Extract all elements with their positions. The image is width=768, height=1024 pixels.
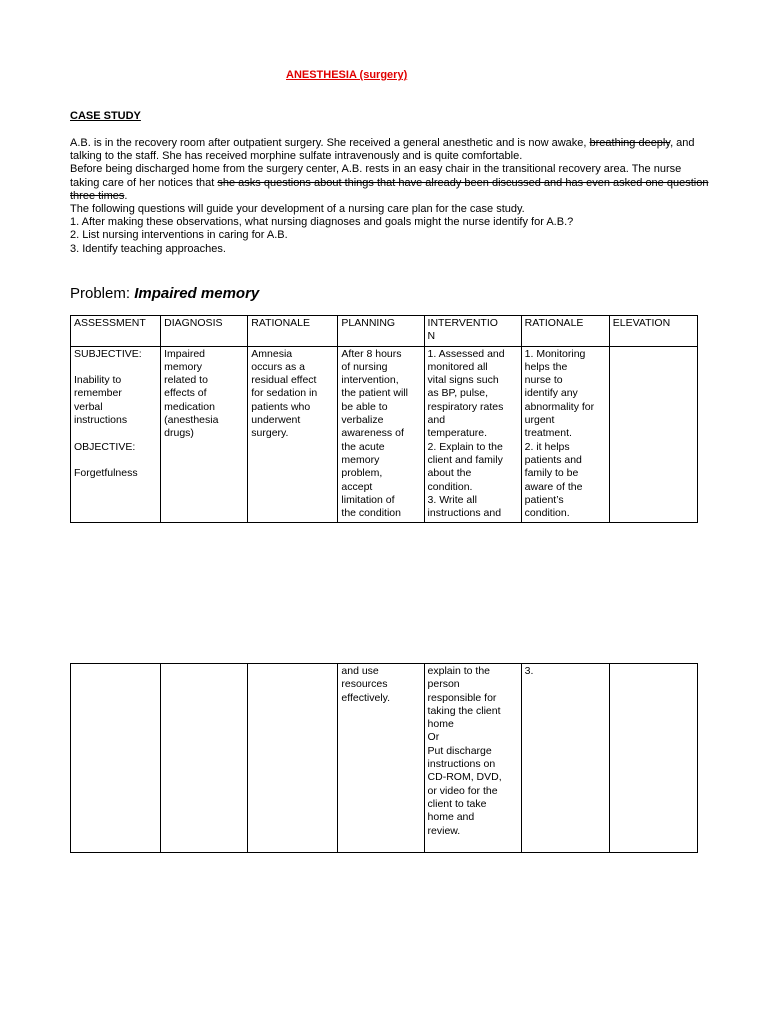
problem-label: Problem:	[70, 285, 135, 302]
diagnosis-cell: Impaired memory related to effects of medication (anesthesia drugs)	[161, 346, 248, 523]
header-rationale-2: RATIONALE	[521, 316, 609, 347]
intro-paragraph-2	[70, 163, 710, 203]
header-diagnosis: DIAGNOSIS	[161, 316, 248, 347]
case-study-heading: CASE STUDY	[70, 110, 141, 122]
intro-p2-text-a: Before being discharged home from the surgery center, A.B. rests in an easy chair in the transitional recovery area. The nurse taking care of her notices that	[70, 163, 682, 189]
table-row	[71, 346, 698, 523]
intervention-cell: explain to the person responsible for taking the client home Or Put discharge instructions on CD-ROM, DVD, or video for the client to take home and review.	[424, 664, 521, 853]
question-1: 1. After making these observations, what nursing diagnoses and goals might the nurse identify for A.B.?	[70, 216, 574, 229]
header-planning: PLANNING	[338, 316, 424, 347]
rationale-2-cell: 1. Monitoring helps the nurse to identify any abnormality for urgent treatment. 2. it helps patients and family to be aware of the patient’s condition.	[521, 346, 609, 523]
table-header-row	[71, 316, 698, 347]
care-plan-table-continued	[70, 663, 698, 853]
question-2: 2. List nursing interventions in caring for A.B.	[70, 229, 288, 242]
elevation-cell	[609, 664, 697, 853]
intro-p1-struck-text: breathing deeply	[589, 137, 671, 149]
question-3: 3. Identify teaching approaches.	[70, 242, 226, 255]
header-assessment: ASSESSMENT	[71, 316, 161, 347]
assessment-cell: SUBJECTIVE: Inability to remember verbal instructions OBJECTIVE: Forgetfulness	[71, 346, 161, 523]
rationale-cell	[248, 664, 338, 853]
intro-p1-text-b: , and talking to the staff. She has received morphine sulfate intravenously and is quite comfortable.	[70, 137, 695, 163]
rationale-2-cell: 3.	[521, 664, 609, 853]
planning-cell: After 8 hours of nursing intervention, the patient will be able to verbalize awareness of the acute memory problem, accept limitation of the condition	[338, 346, 424, 523]
rationale-cell: Amnesia occurs as a residual effect for sedation in patients who underwent surgery.	[248, 346, 338, 523]
case-study-text	[70, 137, 710, 256]
intro-p2-struck-text: she asks questions about things that have already been discussed and has even asked one question three times	[70, 176, 709, 202]
planning-cell: and use resources effectively.	[338, 664, 424, 853]
header-elevation: ELEVATION	[609, 316, 697, 347]
table-row	[71, 664, 698, 853]
intro-p1-text-a: A.B. is in the recovery room after outpatient surgery. She received a general anesthetic and is now awake,	[70, 137, 590, 149]
intro-p2-text-b: .	[124, 189, 128, 202]
document-title: ANESTHESIA (surgery)	[286, 69, 408, 81]
intervention-cell: 1. Assessed and monitored all vital signs such as BP, pulse, respiratory rates and temperature. 2. Explain to the client and family about the condition. 3. Write all instructions and	[424, 346, 521, 523]
care-plan-table	[70, 315, 698, 523]
diagnosis-cell	[161, 664, 248, 853]
header-intervention: INTERVENTIO N	[424, 316, 521, 347]
intro-paragraph-3: The following questions will guide your development of a nursing care plan for the case study.	[70, 203, 525, 216]
assessment-cell	[71, 664, 161, 853]
problem-statement	[70, 285, 259, 302]
problem-value: Impaired memory	[134, 285, 260, 302]
elevation-cell	[609, 346, 697, 523]
intro-paragraph-1	[70, 137, 710, 163]
header-rationale: RATIONALE	[248, 316, 338, 347]
